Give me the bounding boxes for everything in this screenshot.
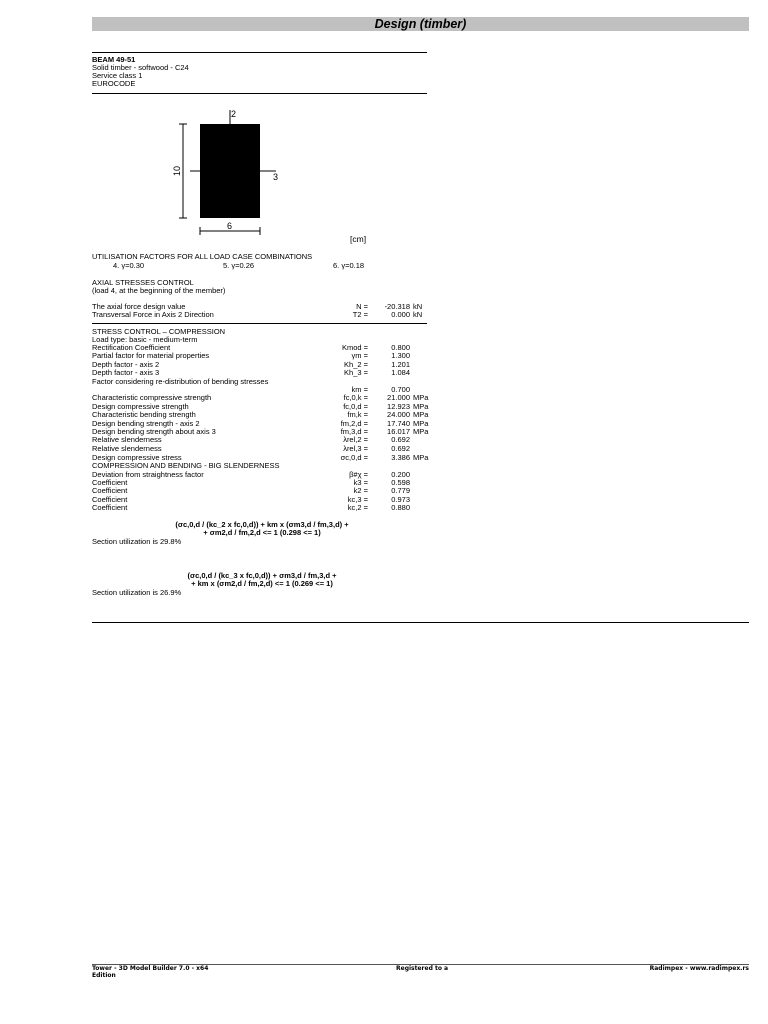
row-value: 0.800 bbox=[391, 343, 410, 352]
row-unit: MPa bbox=[413, 393, 429, 402]
row-label: Design bending strength - axis 2 bbox=[92, 419, 200, 428]
row-unit: kN bbox=[413, 310, 423, 319]
row-value: 0.692 bbox=[391, 435, 410, 444]
row-symbol: kc,3 = bbox=[347, 495, 368, 504]
row-value: 0.200 bbox=[391, 470, 410, 479]
row-value: 0.779 bbox=[391, 486, 410, 495]
row-symbol: N = bbox=[356, 302, 368, 311]
divider bbox=[92, 622, 749, 623]
row-symbol: fm,3,d = bbox=[340, 427, 368, 436]
section-utilization-1: Section utilization is 29.8% bbox=[92, 537, 182, 546]
section-utilization-2: Section utilization is 26.9% bbox=[92, 588, 182, 597]
row-symbol: β#χ = bbox=[349, 470, 368, 479]
row-symbol: T2 = bbox=[352, 310, 368, 319]
row-label: Design bending strength about axis 3 bbox=[92, 427, 216, 436]
formula-1-line-1: (σc,0,d / (kc_2 x fc,0,d)) + km x (σm3,d / fm,3,d) + bbox=[175, 520, 349, 529]
row-label: Coefficient bbox=[92, 486, 128, 495]
formula-2-line-1: (σc,0,d / (kc_3 x fc,0,d)) + σm3,d / fm,3,d + bbox=[187, 571, 337, 580]
row-symbol: k2 = bbox=[353, 486, 368, 495]
row-symbol: Kh_2 = bbox=[344, 360, 368, 369]
row-symbol: λrel,2 = bbox=[343, 435, 368, 444]
formula-2-line-2: + km x (σm2,d / fm,2,d) <= 1 (0.269 <= 1) bbox=[191, 579, 333, 588]
row-value: 17.740 bbox=[387, 419, 410, 428]
row-value: 12.923 bbox=[387, 402, 410, 411]
utilisation-heading: UTILISATION FACTORS FOR ALL LOAD CASE COMBINATIONS bbox=[92, 252, 313, 261]
row-label: Design compressive stress bbox=[92, 453, 182, 462]
row-unit: MPa bbox=[413, 453, 429, 462]
row-symbol: σc,0,d = bbox=[340, 453, 368, 462]
row-value: -20.318 bbox=[384, 302, 410, 311]
row-label: Characteristic bending strength bbox=[92, 410, 196, 419]
row-label: Characteristic compressive strength bbox=[92, 393, 212, 402]
row-value: 0.973 bbox=[391, 495, 410, 504]
row-symbol: Kh_3 = bbox=[344, 368, 368, 377]
axis-2-label: 2 bbox=[231, 109, 237, 119]
row-label: The axial force design value bbox=[92, 302, 186, 311]
row-symbol: fm,k = bbox=[347, 410, 368, 419]
row-unit: MPa bbox=[413, 402, 429, 411]
row-value: 0.598 bbox=[391, 478, 410, 487]
row-value: 24.000 bbox=[387, 410, 410, 419]
redistribution-label: Factor considering re-distribution of bending stresses bbox=[92, 377, 269, 386]
row-label: Partial factor for material properties bbox=[92, 351, 210, 360]
load-type: Load type: basic - medium-term bbox=[92, 335, 198, 344]
cross-section-rect bbox=[200, 124, 260, 218]
axial-subheading: (load 4, at the beginning of the member) bbox=[92, 286, 226, 295]
row-label: Relative slenderness bbox=[92, 435, 162, 444]
width-label: 6 bbox=[227, 221, 233, 231]
beam-material: Solid timber - softwood - C24 bbox=[92, 63, 189, 72]
beam-code: EUROCODE bbox=[92, 79, 136, 88]
row-value: 0.692 bbox=[391, 444, 410, 453]
row-symbol: fm,2,d = bbox=[340, 419, 368, 428]
row-label: Coefficient bbox=[92, 503, 128, 512]
row-label: Design compressive strength bbox=[92, 402, 189, 411]
row-label: Rectification Coefficient bbox=[92, 343, 171, 352]
row-label: Relative slenderness bbox=[92, 444, 162, 453]
stress-heading: STRESS CONTROL – COMPRESSION bbox=[92, 327, 226, 336]
divider bbox=[92, 323, 427, 324]
row-unit: kN bbox=[413, 302, 423, 311]
footer-center: Registered to a bbox=[396, 965, 449, 972]
row-value: 0.000 bbox=[391, 310, 410, 319]
page-title-bar bbox=[92, 17, 749, 31]
row-symbol: γm = bbox=[351, 351, 368, 360]
row-symbol: kc,2 = bbox=[347, 503, 368, 512]
row-value: 1.300 bbox=[391, 351, 410, 360]
row-value: 0.880 bbox=[391, 503, 410, 512]
footer-left-line-2: Edition bbox=[92, 972, 116, 979]
axial-heading: AXIAL STRESSES CONTROL bbox=[92, 278, 194, 287]
row-unit: MPa bbox=[413, 427, 429, 436]
formula-1-line-2: + σm2,d / fm,2,d <= 1 (0.298 <= 1) bbox=[203, 528, 321, 537]
utilisation-item: 5. γ=0.26 bbox=[223, 261, 255, 270]
row-value: 16.017 bbox=[387, 427, 410, 436]
footer-right: Radimpex - www.radimpex.rs bbox=[649, 965, 749, 972]
row-unit: MPa bbox=[413, 419, 429, 428]
beam-name: BEAM 49-51 bbox=[92, 55, 136, 64]
utilisation-item: 6. γ=0.18 bbox=[333, 261, 365, 270]
km-value: 0.700 bbox=[391, 385, 410, 394]
divider bbox=[92, 52, 427, 53]
footer-left-line-1: Tower - 3D Model Builder 7.0 - x64 bbox=[92, 965, 209, 972]
row-value: 1.084 bbox=[391, 368, 410, 377]
axis-3-label: 3 bbox=[273, 172, 279, 182]
row-unit: MPa bbox=[413, 410, 429, 419]
row-value: 1.201 bbox=[391, 360, 410, 369]
row-label: Depth factor - axis 3 bbox=[92, 368, 160, 377]
row-label: Coefficient bbox=[92, 478, 128, 487]
utilisation-item: 4. γ=0.30 bbox=[113, 261, 145, 270]
row-label: Deviation from straightness factor bbox=[92, 470, 204, 479]
row-symbol: λrel,3 = bbox=[343, 444, 368, 453]
row-label: Depth factor - axis 2 bbox=[92, 360, 160, 369]
row-label: Transversal Force in Axis 2 Direction bbox=[92, 310, 214, 319]
row-symbol: fc,0,d = bbox=[343, 402, 368, 411]
row-value: 3.386 bbox=[391, 453, 410, 462]
height-label: 10 bbox=[172, 165, 183, 177]
divider bbox=[92, 93, 427, 94]
beam-service-class: Service class 1 bbox=[92, 71, 143, 80]
row-symbol: k3 = bbox=[353, 478, 368, 487]
unit-label: [cm] bbox=[350, 234, 367, 244]
row-label: Coefficient bbox=[92, 495, 128, 504]
big-slenderness-heading: COMPRESSION AND BENDING - BIG SLENDERNESS bbox=[92, 461, 280, 470]
row-symbol: fc,0,k = bbox=[343, 393, 368, 402]
row-symbol: Kmod = bbox=[341, 343, 368, 352]
page-title: Design (timber) bbox=[374, 17, 467, 31]
row-value: 21.000 bbox=[387, 393, 410, 402]
km-symbol: km = bbox=[351, 385, 368, 394]
